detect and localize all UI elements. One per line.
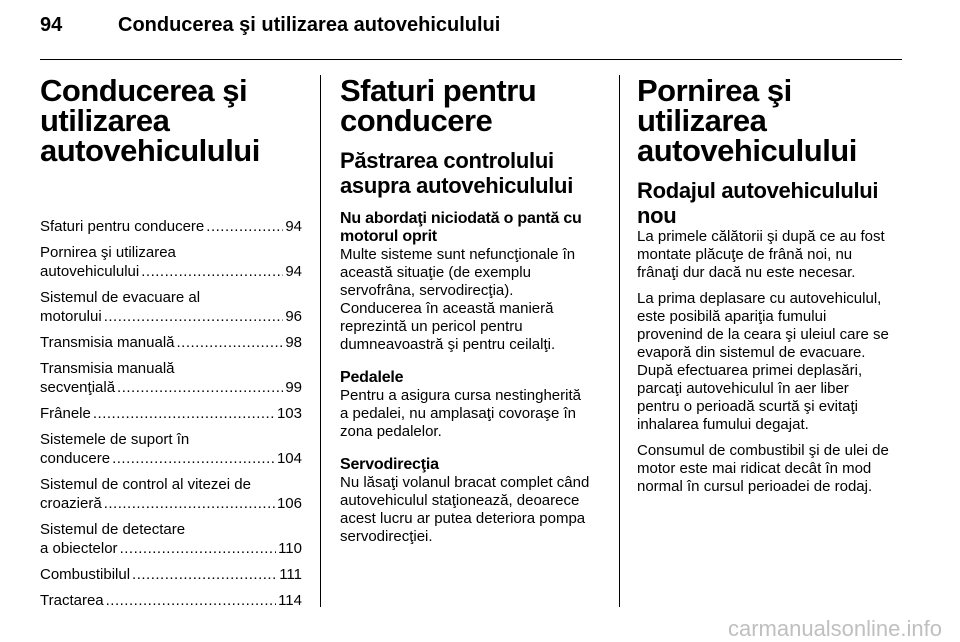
toc-entry[interactable]: Sistemul de evacuare al motorului ..... 96 [40,288,302,326]
toc-page-number: 98 [285,334,302,351]
paragraph-power-steering: Nu lăsaţi volanul bracat complet când autovehiculul staţionează, deoarece acest lucru ar putea deteriora pompa servodirecţiei. [340,474,590,545]
toc-entry[interactable]: Pornirea şi utilizarea autovehiculului ..... 94 [40,243,302,281]
heading-engine-off: Nu abordaţi niciodată o pantă cu motorul oprit [340,210,582,245]
toc-entry[interactable]: Transmisia manuală secvenţială ..... 99 [40,359,302,397]
chapter-title: Conducerea şi utilizarea autovehiculului [40,73,260,168]
paragraph-running-in: La primele călătorii şi după ce au fost montate plăcuţe de frână noi, nu frânaţi dur dacă nu este necesar. [637,228,885,281]
column-divider-2 [619,75,620,607]
toc-entry[interactable]: Sistemul de control al vitezei de croazieră ..... 106 [40,475,302,513]
page-number: 94 [40,14,63,36]
column-contents [40,73,302,617]
toc-entry[interactable]: Sfaturi pentru conducere ..... 94 [40,217,302,236]
toc-entry[interactable]: Tractarea ..... 114 [40,591,302,610]
toc-page-number: 110 [278,540,302,557]
column-divider-1 [320,75,321,607]
paragraph-smoke: La prima deplasare cu autovehiculul, este posibilă apariţia fumului provenind de la ceara şi uleiul care se evaporă din sistemul de evacuare. După efectuarea primei deplasări, parcaţi autovehiculul în aer liber pentru o perioadă scurtă şi evitaţi inhalarea fumului degajat. [637,290,889,433]
section-title: Sfaturi pentru conducere [340,73,537,138]
toc-page-number: 96 [285,308,302,325]
toc-page-number: 99 [285,379,302,396]
toc-page-number: 114 [278,592,302,609]
header-divider [40,59,902,60]
paragraph-pedals: Pentru a asigura cursa nestingherită a pedalei, nu amplasaţi covoraşe în zona pedalelor. [340,387,581,440]
toc-entry[interactable]: Combustibilul ..... 111 [40,565,302,584]
watermark: carmanualsonline.info [727,616,942,641]
toc-entry[interactable]: Sistemul de detectare a obiectelor ..... 110 [40,520,302,558]
toc-page-number: 94 [285,218,302,235]
paragraph-engine-off: Multe sisteme sunt nefuncţionale în această situaţie (de exemplu servofrâna, servodirecţia). Conducerea în această manieră reprezintă un pericol pentru dumneavoastră şi pentru ceilalţi. [340,246,576,353]
toc-entry[interactable]: Transmisia manuală ..... 98 [40,333,302,352]
toc-page-number: 106 [276,495,302,512]
toc-page-number: 104 [276,450,302,467]
subsection-title: Păstrarea controlului asupra autovehiculului [340,148,574,198]
starting-column [637,73,905,496]
table-of-contents [40,217,302,610]
running-title: Conducerea şi utilizarea autovehiculului [118,14,501,36]
driving-hints-column [340,73,606,546]
toc-entry[interactable]: Sistemele de suport în conducere ..... 104 [40,430,302,468]
heading-power-steering: Servodirecţia [340,456,439,473]
section-title: Pornirea şi utilizarea autovehiculului [637,73,857,168]
subsection-title: Rodajul autovehiculului nou [637,178,879,228]
paragraph-consumption: Consumul de combustibil şi de ulei de motor este mai ridicat decât în mod normal în cursul perioadei de rodaj. [637,442,889,495]
toc-page-number: 103 [276,405,302,422]
heading-pedals: Pedalele [340,369,404,386]
toc-page-number: 94 [285,263,302,280]
toc-entry[interactable]: Frânele ..... 103 [40,404,302,423]
toc-page-number: 111 [279,566,302,583]
